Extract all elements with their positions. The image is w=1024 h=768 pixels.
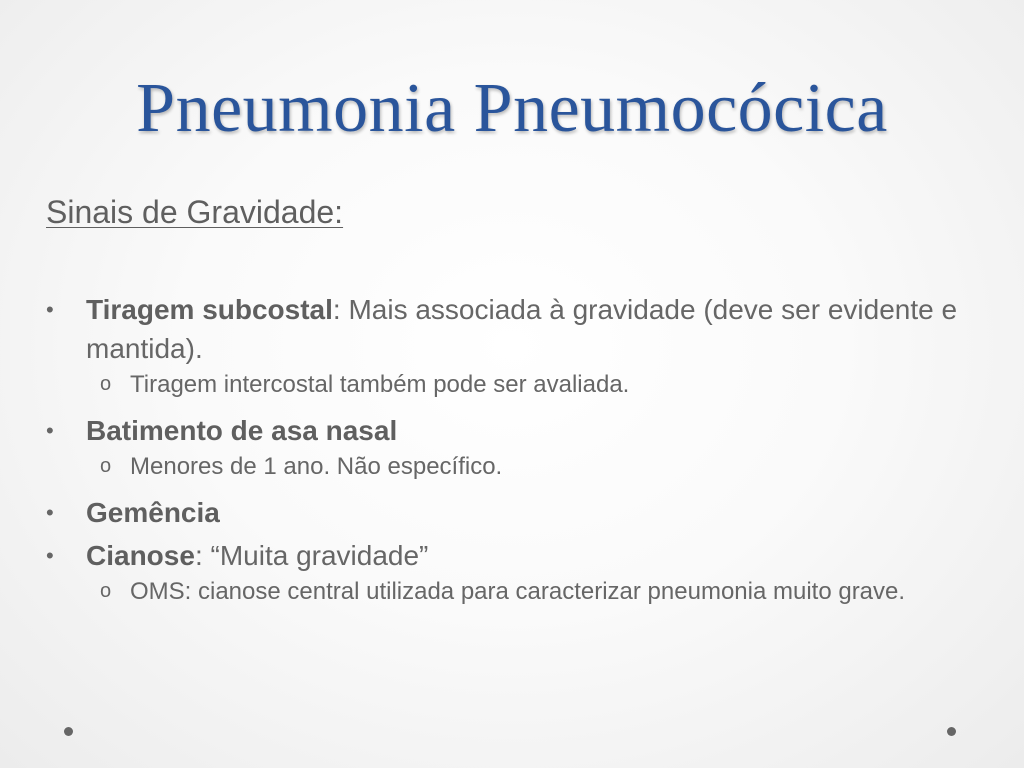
sub-bullet-text: Tiragem intercostal também pode ser avaliada. (130, 371, 630, 398)
slide-subtitle: Sinais de Gravidade: (46, 194, 344, 230)
bullet-marker: • (46, 418, 54, 443)
sub-bullet-marker: o (100, 373, 112, 395)
bullet-item (46, 493, 986, 532)
bullet-bold-text: Tiragem subcostal (86, 294, 333, 325)
sub-bullet-marker: o (100, 580, 112, 602)
sub-bullet-item (46, 450, 986, 483)
sub-bullet-item (46, 368, 986, 401)
bullet-item (46, 411, 986, 450)
sub-bullet-marker: o (100, 455, 112, 477)
bullet-bold-text: Batimento de asa nasal (86, 415, 398, 446)
slide-title: Pneumonia Pneumocócica (136, 70, 888, 147)
bullet-marker: • (46, 297, 54, 322)
sub-bullet-text: OMS: cianose central utilizada para caracterizar pneumonia muito grave. (130, 578, 906, 605)
decorative-dot-right (947, 727, 956, 736)
decorative-dot-left (64, 727, 73, 736)
bullet-text: : Mais associada à gravidade (deve ser evidente e mantida). (86, 294, 958, 364)
bullet-text: : “Muita gravidade” (194, 540, 429, 571)
bullet-list (46, 290, 986, 608)
bullet-marker: • (46, 543, 54, 568)
bullet-marker: • (46, 500, 54, 525)
bullet-item (46, 290, 986, 368)
bullet-bold-text: Gemência (86, 497, 220, 528)
bullet-item (46, 536, 986, 575)
bullet-bold-text: Cianose (86, 540, 195, 571)
sub-bullet-text: Menores de 1 ano. Não específico. (130, 453, 503, 480)
sub-bullet-item (46, 575, 986, 608)
